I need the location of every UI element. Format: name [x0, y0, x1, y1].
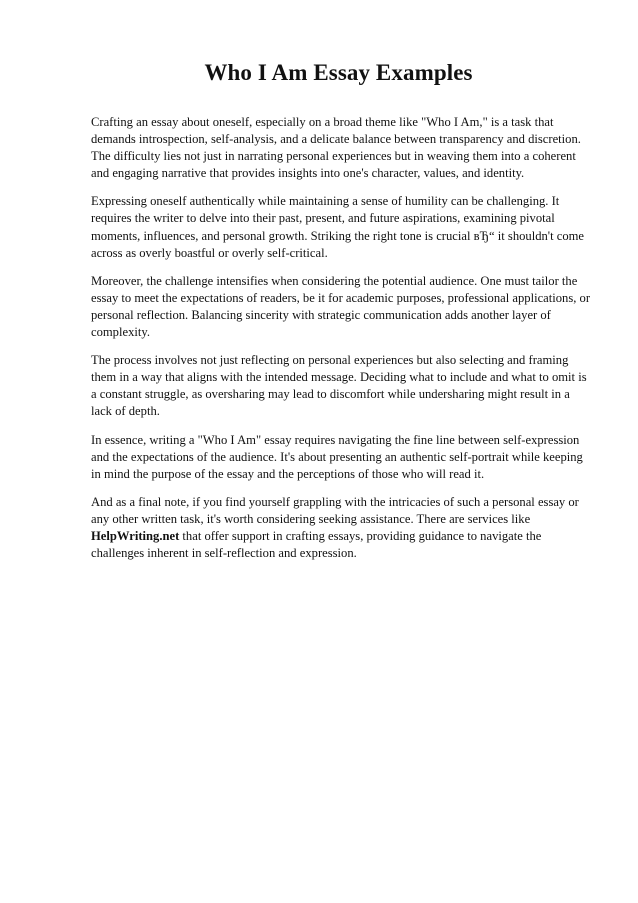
service-name: HelpWriting.net: [91, 528, 180, 543]
paragraph-6-tail-text: that offer support in crafting essays, providing guidance to navigate the challenges inherent in self-reflection and expression.: [91, 528, 542, 561]
page-title: Who I Am Essay Examples: [204, 60, 473, 85]
paragraph-2: Expressing oneself authentically while maintaining a sense of humility can be challenging. It requires the writer to delve into their past, present, and future aspirations, examining pivotal moments, influences, and personal growth. Striking the right tone is crucial вЂ“ it shouldn't come across as overly boastful or overly self-critical.: [91, 194, 585, 260]
paragraph-1: Crafting an essay about oneself, especially on a broad theme like "Who I Am," is a task that demands introspection, self-analysis, and a delicate balance between transparency and discretion. The difficulty lies not just in narrating personal experiences but in weaving them into a coherent and engaging narrative that provides insights into one's character, values, and identity.: [91, 115, 581, 181]
paragraph-6-lead-text: And as a final note, if you find yourself grappling with the intricacies of such a personal essay or any other written task, it's worth considering seeking assistance. There are services like: [91, 494, 579, 526]
paragraph-3: Moreover, the challenge intensifies when considering the potential audience. One must tailor the essay to meet the expectations of readers, be it for academic purposes, professional applications, or personal reflection. Balancing sincerity with strategic communication adds another layer of complexity.: [91, 273, 591, 340]
paragraph-4: The process involves not just reflecting on personal experiences but also selecting and framing them in a way that aligns with the intended message. Deciding what to include and what to omit is a constant struggle, as oversharing may lead to discomfort while undersharing might result in a lack of depth.: [91, 353, 587, 419]
paragraph-5: In essence, writing a "Who I Am" essay requires navigating the fine line between self-expression and the expectations of the audience. It's about presenting an authentic self-portrait while keeping in mind the purpose of the essay and the perceptions of those who will read it.: [91, 432, 583, 481]
paragraph-6: [91, 494, 592, 562]
